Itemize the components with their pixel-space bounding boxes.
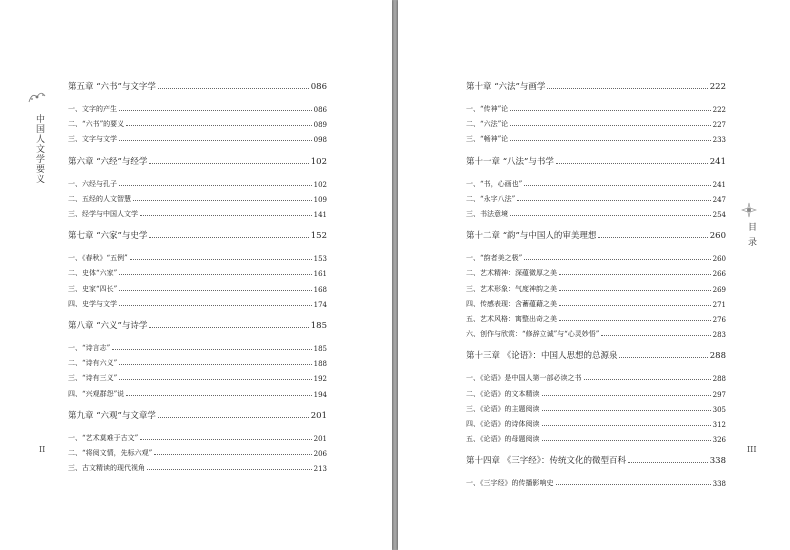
toc-entry-title: 四、传感表现：含蓄蕴藉之美 (466, 299, 557, 308)
decorative-flower-icon (741, 202, 757, 222)
toc-entry-title: 一、《春秋》“五例” (68, 254, 128, 263)
toc-entry-title: 第五章 “六书”与文字学 (68, 82, 156, 92)
toc-section-row[interactable] (68, 131, 327, 144)
toc-section-row[interactable] (466, 131, 726, 144)
toc-chapter-row[interactable] (68, 154, 327, 167)
toc-section-row[interactable] (466, 206, 726, 219)
toc-entry-title: 四、“兴观群怨”说 (68, 389, 125, 398)
toc-section-row[interactable] (68, 101, 327, 114)
leader-dots (149, 236, 308, 238)
toc-entry-title: 五、《论语》的母题阅读 (466, 435, 540, 444)
toc-entry-title: 第十二章 “韵”与中国人的审美理想 (466, 231, 597, 242)
toc-entry-title: 二、“永字八法” (466, 194, 516, 203)
toc-chapter-row[interactable] (466, 228, 726, 241)
toc-entry-title: 六、创作与欣赏：“修辞立诚”与“心灵妙悟” (466, 330, 600, 339)
leader-dots (619, 356, 707, 358)
toc-page-number: 254 (712, 211, 726, 219)
toc-section-row[interactable] (68, 370, 327, 383)
leader-dots (628, 461, 708, 463)
toc-entry-title: 第十三章 《论语》：中国人思想的总源泉 (466, 351, 618, 362)
toc-entry-title: 三、文字与文学 (68, 135, 117, 144)
decorative-flower-icon (26, 88, 48, 110)
toc-page-number: 312 (712, 421, 726, 429)
leader-dots (130, 258, 312, 260)
toc-page-number: 185 (310, 321, 327, 331)
leader-dots (154, 453, 311, 455)
toc-section-row[interactable] (68, 206, 327, 219)
toc-page-number: 288 (709, 351, 726, 362)
toc-section-row[interactable] (466, 431, 726, 444)
leader-dots (158, 87, 309, 89)
toc-section-row[interactable] (466, 475, 726, 488)
toc-page-number: 192 (313, 375, 327, 384)
toc-entry-title: 第六章 “六经”与经学 (68, 156, 148, 167)
toc-page-number: 109 (313, 195, 327, 204)
leader-dots (126, 124, 311, 126)
toc-chapter-row[interactable] (466, 453, 726, 466)
toc-section-row[interactable] (68, 296, 327, 309)
leader-dots (147, 468, 312, 470)
toc-entry-title: 一、《论语》是中国人第一部必读之书 (466, 374, 582, 383)
leader-dots (149, 326, 308, 328)
toc-page-number: 222 (712, 106, 726, 114)
toc-entry-title: 五、艺术风格：寓整出奇之美 (466, 315, 557, 323)
toc-section-row[interactable] (68, 176, 327, 189)
toc-entry-title: 二、“诗有六义” (68, 359, 118, 368)
leader-dots (112, 348, 311, 350)
toc-page-number: 102 (310, 156, 327, 167)
toc-page-number: 247 (712, 195, 726, 204)
toc-page-number: 269 (712, 285, 726, 294)
toc-page-number: 338 (712, 480, 726, 489)
toc-page-number: 241 (709, 156, 726, 167)
leader-dots (149, 162, 308, 164)
leader-dots (524, 184, 710, 186)
toc-section-row[interactable] (68, 430, 327, 443)
toc-page-number: 201 (313, 434, 327, 443)
toc-page-number: 174 (313, 300, 327, 309)
leader-dots (542, 439, 711, 441)
toc-section-row[interactable] (68, 340, 327, 353)
leader-dots (542, 394, 711, 396)
toc-list (68, 79, 327, 479)
page-number: III (747, 445, 757, 454)
toc-section-row[interactable] (466, 281, 726, 294)
toc-page-number: 194 (313, 390, 327, 399)
toc-page-number: 305 (712, 405, 726, 414)
toc-entry-title: 三、经学与中国人文学 (68, 210, 138, 218)
toc-page-number: 161 (313, 270, 327, 279)
toc-entry-title: 第十一章 “八法”与书学 (466, 156, 554, 167)
toc-page-number: 188 (313, 360, 327, 369)
toc-entry-title: 第八章 “六义”与诗学 (68, 321, 148, 331)
leader-dots (119, 304, 312, 306)
toc-page-number: 222 (709, 82, 726, 92)
leader-dots (547, 87, 707, 89)
toc-page-number: 153 (313, 255, 327, 264)
leader-dots (119, 289, 311, 291)
toc-page-number: 227 (712, 121, 726, 130)
toc-page-number: 185 (313, 345, 327, 353)
leader-dots (584, 378, 711, 380)
toc-entry-title: 一、“韵者美之极” (466, 254, 523, 263)
toc-entry-title: 三、古文精读的现代视角 (68, 464, 145, 473)
leader-dots (542, 424, 711, 426)
toc-section-row[interactable] (68, 265, 327, 278)
toc-page-number: 241 (712, 180, 726, 189)
toc-entry-title: 三、“诗有三义” (68, 374, 118, 383)
leader-dots (559, 319, 711, 321)
toc-entry-title: 二、史体“六家” (68, 269, 118, 278)
toc-section-row[interactable] (466, 416, 726, 429)
toc-page-number: 141 (313, 211, 327, 219)
toc-page-number: 233 (712, 136, 726, 145)
toc-section-row[interactable] (68, 355, 327, 368)
toc-entry-title: 一、六经与孔子 (68, 179, 117, 188)
leader-dots (517, 199, 710, 201)
toc-page-number: 283 (712, 331, 726, 340)
book-side-title: 中国人文学要义 (34, 114, 44, 184)
toc-entry-title: 第十四章 《三字经》：传统文化的微型百科 (466, 456, 626, 467)
toc-entry-title: 二、“六法”论 (466, 120, 509, 129)
toc-section-row[interactable] (68, 386, 327, 399)
toc-section-row[interactable] (466, 370, 726, 383)
leader-dots (119, 184, 312, 186)
toc-section-row[interactable] (466, 401, 726, 414)
toc-entry-title: 三、书法意境 (466, 210, 508, 218)
toc-section-row[interactable] (466, 116, 726, 129)
toc-section-row[interactable] (466, 191, 726, 204)
leader-dots (524, 258, 710, 260)
toc-section-row[interactable] (466, 250, 726, 263)
toc-entry-title: 第十章 “六法”与画学 (466, 82, 546, 92)
toc-list (466, 79, 726, 499)
toc-section-row[interactable] (68, 116, 327, 129)
toc-entry-title: 一、“传神”论 (466, 105, 509, 113)
leader-dots (510, 139, 710, 141)
leader-dots (598, 236, 707, 238)
right-page (398, 0, 790, 550)
toc-entry-title: 第九章 “六观”与文章学 (68, 410, 156, 421)
leader-dots (559, 273, 711, 275)
leader-dots (559, 304, 711, 306)
toc-page-number: 086 (310, 82, 327, 92)
toc-section-row[interactable] (466, 101, 726, 114)
toc-entry-title: 一、文字的产生 (68, 105, 117, 113)
leader-dots (542, 409, 711, 411)
toc-section-row[interactable] (68, 281, 327, 294)
toc-chapter-row[interactable] (68, 408, 327, 421)
toc-entry-title: 二、《论语》的文本精读 (466, 389, 540, 398)
toc-section-row[interactable] (68, 460, 327, 473)
toc-page-number: 086 (313, 106, 327, 114)
toc-side-title: 目录 (746, 222, 756, 252)
toc-section-row[interactable] (466, 311, 726, 324)
leader-dots (510, 214, 711, 216)
toc-entry-title: 第七章 “六家”与史学 (68, 231, 148, 242)
leader-dots (158, 416, 309, 418)
toc-entry-title: 三、《论语》的主题阅读 (466, 404, 540, 413)
toc-page-number: 260 (709, 231, 726, 242)
toc-page-number: 152 (310, 231, 327, 242)
page-number: II (39, 445, 46, 454)
leader-dots (126, 394, 311, 396)
toc-chapter-row[interactable] (466, 79, 726, 92)
leader-dots (140, 214, 312, 216)
toc-entry-title: 一、“诗言志” (68, 344, 111, 352)
toc-entry-title: 二、“将阅文情，先标六观” (68, 449, 153, 457)
toc-entry-title: 一、《三字经》的传播影响史 (466, 479, 554, 488)
toc-chapter-row[interactable] (466, 154, 726, 167)
toc-page-number: 213 (313, 465, 327, 474)
toc-page-number: 266 (712, 270, 726, 279)
left-page (0, 0, 392, 550)
leader-dots (119, 139, 312, 141)
leader-dots (556, 162, 708, 164)
toc-entry-title: 三、史家“四长” (68, 284, 118, 293)
toc-page-number: 168 (313, 285, 327, 294)
toc-chapter-row[interactable] (68, 228, 327, 241)
toc-page-number: 098 (313, 136, 327, 145)
toc-entry-title: 一、“书，心画也” (466, 179, 523, 188)
toc-chapter-row[interactable] (68, 318, 327, 331)
toc-section-row[interactable] (68, 250, 327, 263)
toc-section-row[interactable] (466, 176, 726, 189)
leader-dots (140, 438, 311, 440)
toc-chapter-row[interactable] (68, 79, 327, 92)
toc-section-row[interactable] (466, 296, 726, 309)
toc-page-number: 206 (313, 450, 327, 458)
toc-entry-title: 三、“畅神”论 (466, 135, 509, 144)
toc-chapter-row[interactable] (466, 348, 726, 361)
leader-dots (133, 199, 312, 201)
toc-page-number: 089 (313, 121, 327, 130)
toc-entry-title: 一、“艺术莫难于古文” (68, 433, 139, 442)
toc-page-number: 297 (712, 390, 726, 399)
toc-page-number: 271 (712, 300, 726, 309)
toc-section-row[interactable] (466, 386, 726, 399)
toc-entry-title: 二、“六书”的要义 (68, 120, 125, 129)
toc-entry-title: 四、《论语》的诗体阅读 (466, 420, 540, 428)
toc-page-number: 276 (712, 316, 726, 324)
toc-entry-title: 四、史学与文学 (68, 299, 117, 308)
toc-entry-title: 二、五经的人文智慧 (68, 194, 131, 203)
toc-section-row[interactable] (68, 191, 327, 204)
leader-dots (556, 483, 711, 485)
toc-entry-title: 二、艺术精神：深蕴微厚之美 (466, 269, 557, 278)
toc-page-number: 201 (310, 410, 327, 421)
toc-page-number: 338 (709, 456, 726, 467)
toc-entry-title: 三、艺术形象：气度神韵之美 (466, 284, 557, 293)
toc-section-row[interactable] (466, 326, 726, 339)
leader-dots (119, 273, 311, 275)
toc-section-row[interactable] (466, 265, 726, 278)
leader-dots (559, 289, 711, 291)
toc-page-number: 288 (712, 375, 726, 384)
toc-page-number: 102 (313, 180, 327, 189)
toc-page-number: 260 (712, 255, 726, 264)
toc-page-number: 326 (712, 436, 726, 445)
leader-dots (601, 334, 710, 336)
leader-dots (510, 109, 710, 111)
leader-dots (119, 109, 312, 111)
leader-dots (119, 378, 311, 380)
toc-section-row[interactable] (68, 445, 327, 458)
leader-dots (510, 124, 710, 126)
leader-dots (119, 363, 311, 365)
